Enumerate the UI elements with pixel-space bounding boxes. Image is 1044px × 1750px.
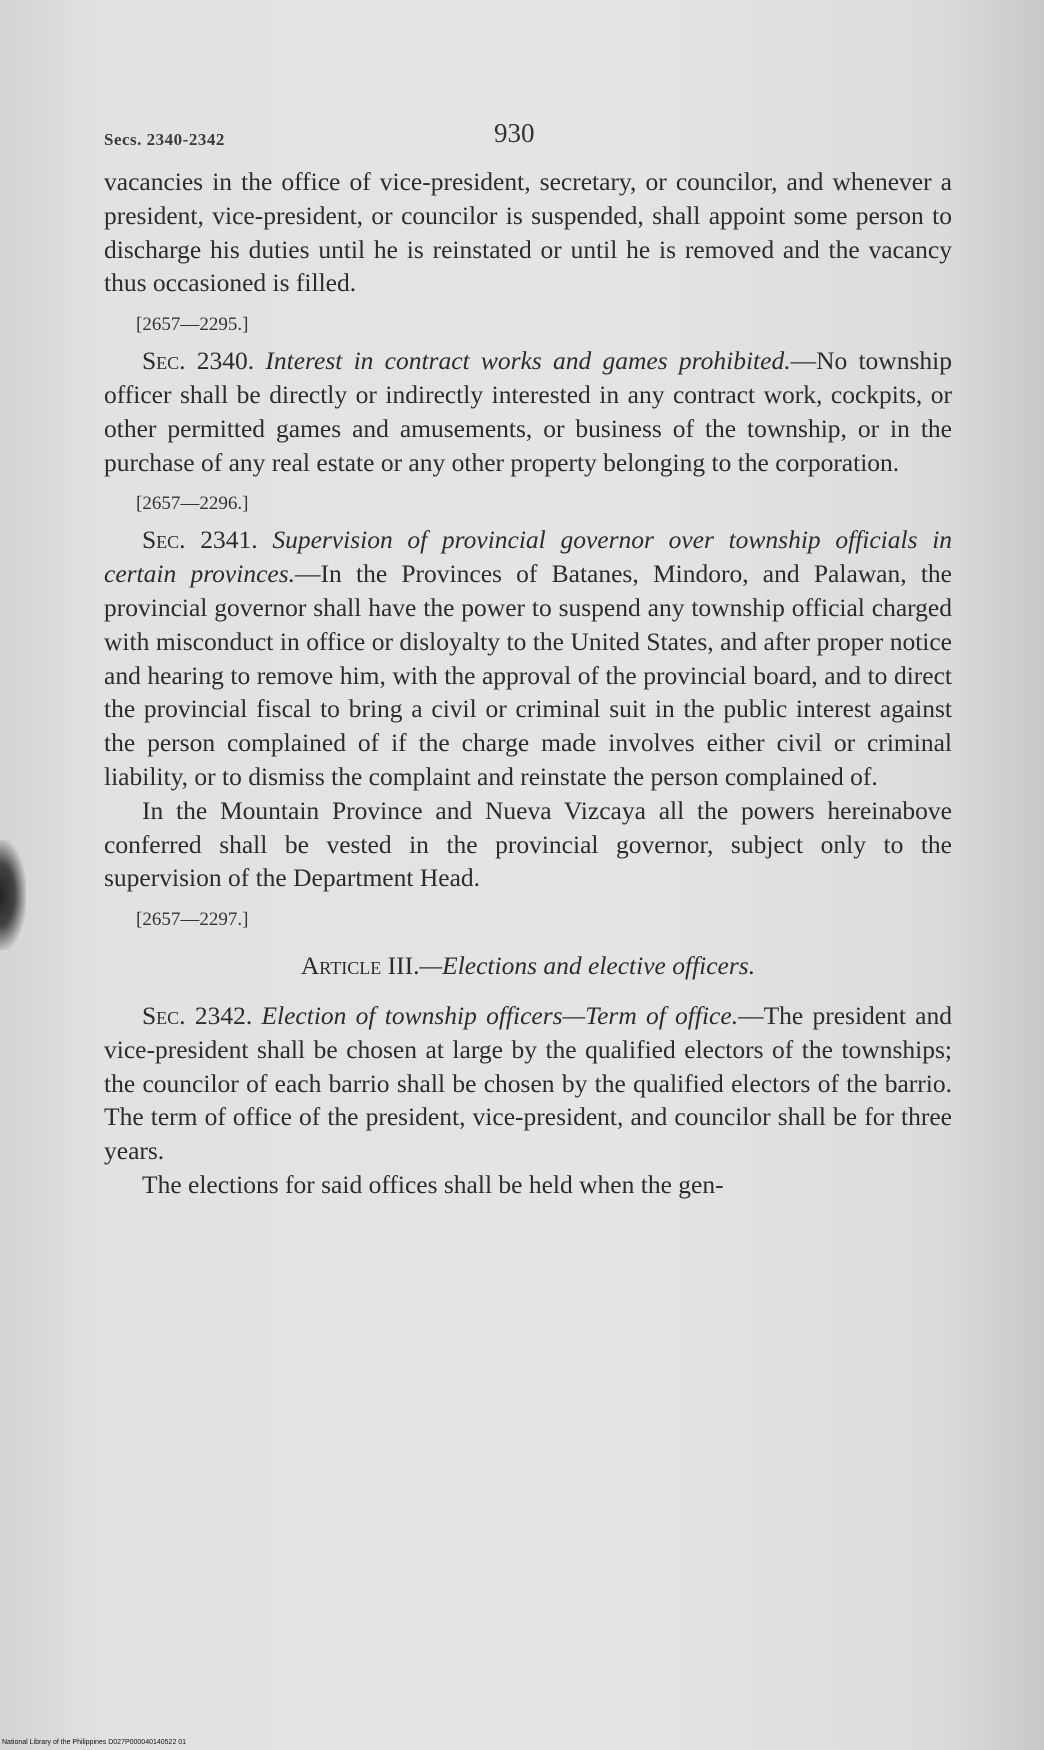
section-number: 2341. (200, 525, 258, 555)
section-number: 2342. (194, 1000, 253, 1030)
page-body (104, 165, 952, 1202)
section-2342 (104, 999, 952, 1168)
section-2341 (104, 523, 952, 793)
section-title: Interest in contract works and games prohibited. (265, 346, 791, 376)
section-title: Supervision of provincial governor over township officials in certain provinces. (104, 525, 953, 589)
section-label: Sec. (142, 346, 186, 376)
citation-2295: [2657—2295.] (136, 314, 249, 336)
article-title: —Elections and elective officers. (419, 951, 756, 981)
article-number: III. (387, 951, 420, 981)
section-text: —No township officer shall be directly or indirectly interested in any contract work, cockpits, or other permitted games and amusements, or business of the township, or in the purchase of any real estate or any other property belonging to the corporation. (104, 346, 952, 477)
binding-shadow (0, 840, 26, 950)
page-header (104, 118, 954, 158)
article-label: Article (300, 951, 382, 981)
scan-footer: National Library of the Philippines D027P000040140522 01 (2, 1739, 187, 1746)
section-number: 2340. (196, 346, 255, 376)
citation-2296: [2657—2296.] (136, 493, 249, 515)
paragraph-continuation: vacancies in the office of vice-president, secretary, or councilor, and whenever a president, vice-president, or councilor is suspended, shall appoint some person to discharge his duties until he is reinstated or until he is removed and the vacancy thus occasioned is filled. (104, 167, 952, 298)
citation-2297: [2657—2297.] (136, 909, 249, 931)
article-heading (104, 949, 952, 983)
section-label: Sec. (142, 525, 186, 555)
section-text: —The president and vice-president shall be chosen at large by the qualified electors of the townships; the councilor of each barrio shall be chosen by the qualified electors of the barrio. The term of office of the president, vice-president, and councilor shall be for three years. (104, 1000, 953, 1166)
running-head: Secs. 2340-2342 (104, 130, 225, 149)
section-2342-paragraph-2: The elections for said offices shall be held when the gen- (142, 1169, 724, 1199)
section-2341-paragraph-2: In the Mountain Province and Nueva Vizcaya all the powers hereinabove conferred shall be vested in the provincial governor, subject only to the supervision of the Department Head. (104, 795, 952, 893)
section-2340 (104, 344, 952, 479)
section-title: Election of township officers—Term of office. (261, 1000, 739, 1030)
section-label: Sec. (142, 1000, 186, 1030)
page-number: 930 (494, 118, 535, 148)
section-text: —In the Provinces of Batanes, Mindoro, and Palawan, the provincial governor shall have the power to suspend any township official charged with misconduct in office or disloyalty to the United States, and after proper notice and hearing to remove him, with the approval of the provincial board, and to direct the provincial fiscal to bring a civil or criminal suit in the public interest against the person complained of if the charge made involves either civil or criminal liability, or to dismiss the complaint and reinstate the person complained of. (104, 559, 952, 791)
